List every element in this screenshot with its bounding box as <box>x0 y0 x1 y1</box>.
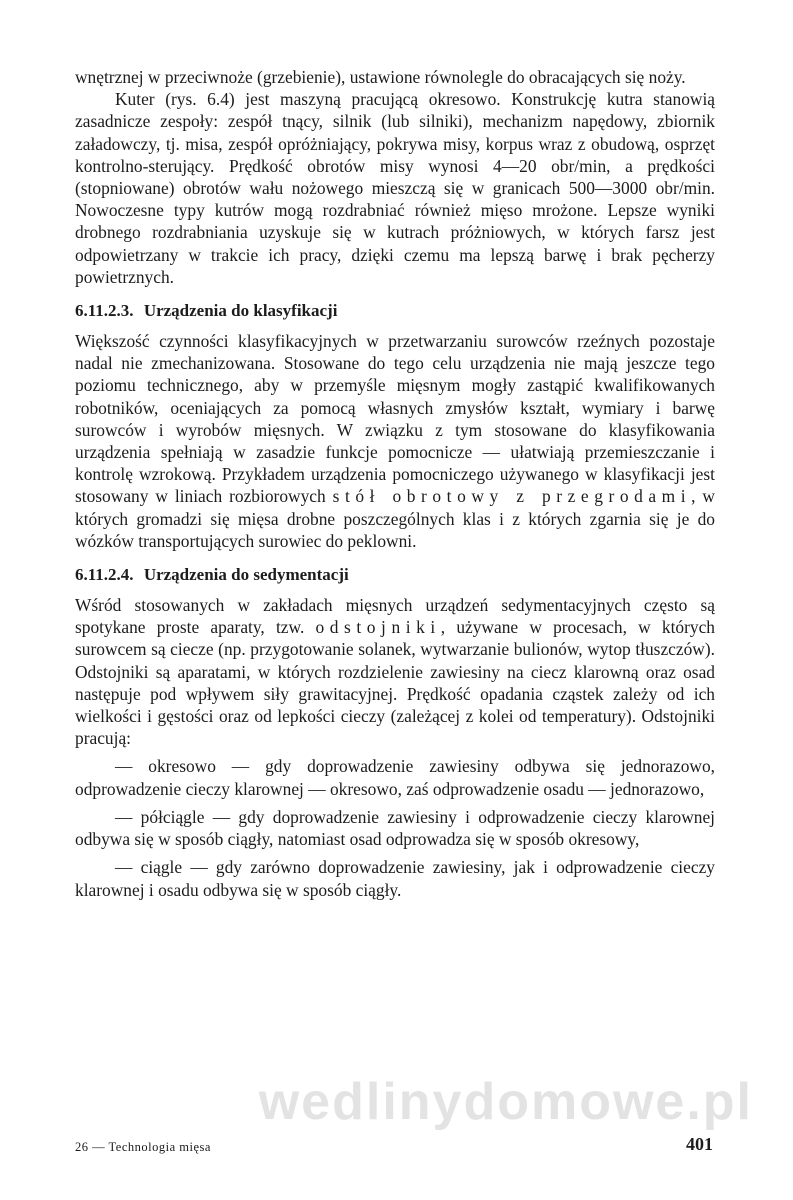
spaced-term: odstojniki <box>315 617 441 638</box>
page-number: 401 <box>686 1134 713 1154</box>
paragraph-kuter: Kuter (rys. 6.4) jest maszyną pracującą okresowo. Konstrukcję kutra stanowią zasadnicze zespoły: zespół tnący, silnik (lub silniki), mechanizm napędowy, zbiornik załadowczy, tj. misa, zespół opróżniający, pokrywa misy, korpus wraz z obudową, osprzęt kontrolno-sterujący. Prędkość obrotów misy wynosi 4—20 obr/min, a prędkości (stopniowane) obrotów wału nożowego mieszczą się w granicach 500—3000 obr/min. Nowoczesne typy kutrów mogą rozdrabniać również mięso mrożone. Lepsze wyniki drobnego rozdrabniania uzyskuje się w kutrach próżniowych, w których farsz jest odpowietrzany w trakcie ich pracy, dzięki czemu ma lepszą barwę i brak pęcherzy powietrznych. <box>75 89 715 287</box>
section-number: 6.11.2.3. <box>75 301 134 321</box>
paragraph-text: Większość czynności klasyfikacyjnych w przetwarzaniu surowców rzeźnych pozostaje nadal nie zmechanizowana. Stosowane do tego celu urządzenia nie mają jeszcze tego poziomu technicznego, aby w przemyśle mięsnym mogły zastąpić kwalifikowanych robotników, oceniających za pomocą własnych zmysłów kształt, wymiary i barwę surowców i wyrobów mięsnych. W związku z tym stosowane do klasyfikowania urządzenia spełniają w zasadzie funkcje pomocnicze — ułatwiają przemieszczanie i kontrolę wzrokową. Przykładem urządzenia pomocniczego używanego w klasyfikacji jest stosowany w liniach rozbiorowych <box>75 331 715 507</box>
paragraph-continuation: wnętrznej w przeciwnoże (grzebienie), ustawione równolegle do obracających się noży. <box>75 67 686 87</box>
paragraph-sedimentation <box>75 594 715 749</box>
paragraph-text: Wśród stosowanych w zakładach mięsnych urządzeń sedymentacyjnych często są spotykane proste aparaty, tzw. <box>75 595 715 638</box>
section-heading-sedimentation <box>75 564 715 586</box>
paragraph-classification <box>75 330 715 552</box>
section-heading-classification <box>75 300 715 322</box>
body-text <box>75 66 715 901</box>
footer-signature: 26 — Technologia mięsa <box>75 1140 211 1154</box>
list-item-polciagle: — półciągle — gdy doprowadzenie zawiesiny i odprowadzenie cieczy klarownej odbywa się w sposób ciągły, natomiast osad odprowadza się w sposób okresowy, <box>75 806 715 850</box>
section-title: Urządzenia do klasyfikacji <box>143 301 338 321</box>
paragraph-text: , używane w procesach, w których surowcem są ciecze (np. przygotowanie solanek, wytwarzanie bulionów, wytop tłuszczów). Odstojniki są aparatami, w których rozdzielenie zawiesiny na ciecz klarowną oraz osad następuje pod wpływem siły grawitacyjnej. Prędkość opadania cząstek zależy od ich wielkości i gęstości oraz od lepkości cieczy (zależącej z kolei od temperatury). Odstojniki pracują: <box>75 617 715 749</box>
section-number: 6.11.2.4. <box>75 565 134 585</box>
watermark: wedlinydomowe.pl <box>258 1073 753 1131</box>
list-item-okresowo: — okresowo — gdy doprowadzenie zawiesiny odbywa się jednorazowo, odprowadzenie cieczy klarownej — okresowo, zaś odprowadzenie osadu — jednorazowo, <box>75 756 715 799</box>
spaced-term: stół obrotowy z przegrodami <box>332 486 692 507</box>
section-title: Urządzenia do sedymentacji <box>143 565 349 585</box>
list-item-ciagle: — ciągle — gdy zarówno doprowadzenie zawiesiny, jak i odprowadzenie cieczy klarownej i osadu odbywa się w sposób ciągły. <box>75 857 715 900</box>
paragraph-text: , w których gromadzi się mięsa drobne poszczególnych klas i z których zgarnia się je do wózków transportujących surowiec do peklowni. <box>75 486 715 551</box>
